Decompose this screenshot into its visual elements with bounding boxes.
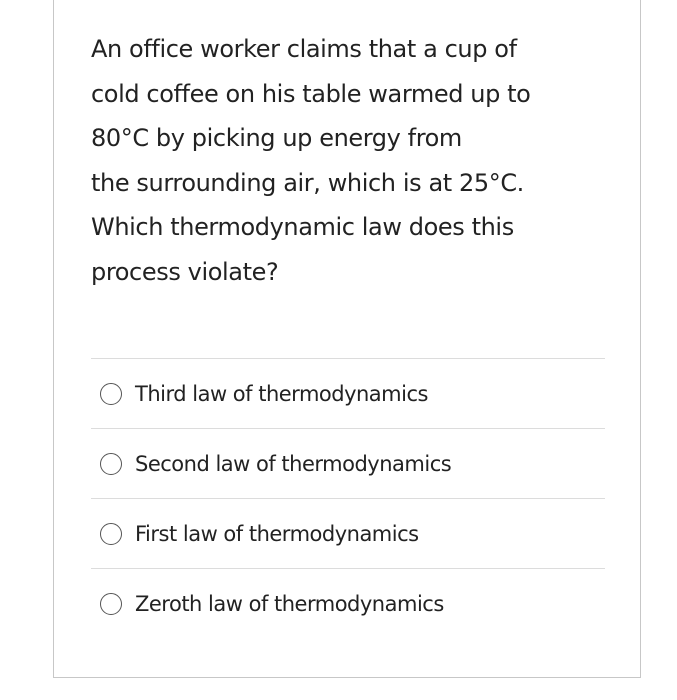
radio-button[interactable] [100,453,122,475]
option-label: Zeroth law of thermodynamics [135,591,444,616]
question-line: An office worker claims that a cup of [91,35,517,63]
question-line: cold coffee on his table warmed up to [91,79,531,108]
option-label: First law of thermodynamics [135,521,419,546]
question-line: the surrounding air, which is at 25°C. [91,168,524,197]
option-first-law[interactable] [91,499,605,568]
question-line: Which thermodynamic law does this [91,213,514,241]
question-line: 80°C by picking up energy from [91,124,462,152]
option-label: Third law of thermodynamics [135,381,428,406]
option-third-law[interactable] [91,359,605,428]
option-zeroth-law[interactable] [91,569,605,638]
radio-button[interactable] [100,383,122,405]
radio-button[interactable] [100,523,122,545]
question-line: process violate? [91,257,279,286]
answer-options [91,358,605,638]
question-text [91,27,591,294]
option-label: Second law of thermodynamics [135,451,452,476]
radio-button[interactable] [100,593,122,615]
option-second-law[interactable] [91,429,605,498]
